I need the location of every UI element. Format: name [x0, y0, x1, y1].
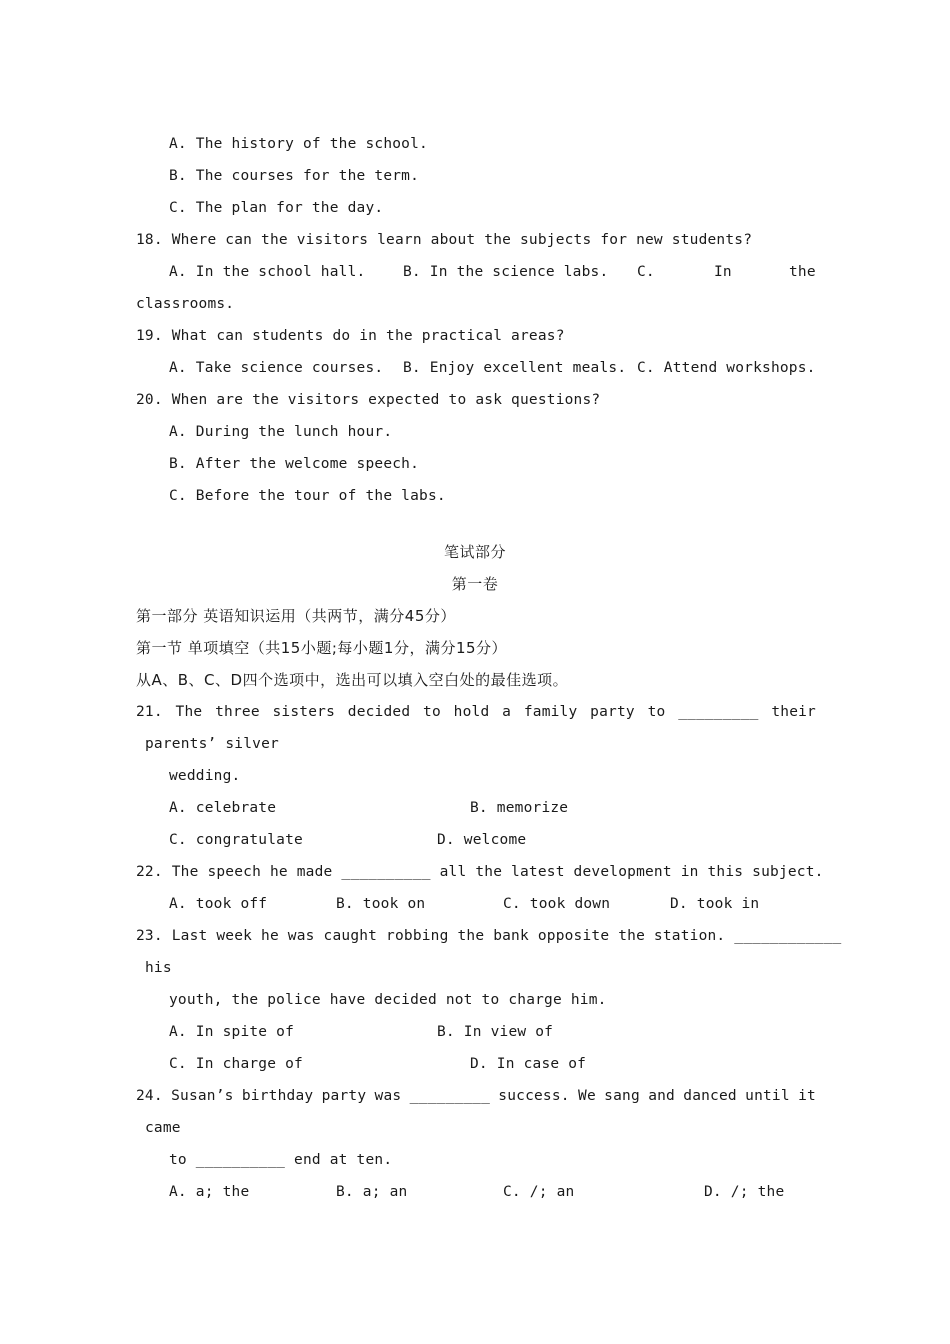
q18-option-c-continued: classrooms.: [136, 296, 235, 312]
word: 24.: [136, 1088, 163, 1104]
q19-stem: 19. What can students do in the practical areas?: [136, 328, 565, 344]
answer-blank: _________: [409, 1088, 490, 1104]
q22-option-d: D. took in: [670, 896, 760, 912]
q21-option-d: D. welcome: [437, 832, 527, 848]
q23-option-c: C. In charge of: [169, 1056, 303, 1072]
q18-stem: 18. Where can the visitors learn about the subjects for new students?: [136, 232, 753, 248]
q21-option-a: A. celebrate: [169, 800, 277, 816]
word: decided: [347, 704, 411, 720]
answer-blank: _________: [678, 704, 759, 720]
q24-option-b: B. a; an: [336, 1184, 408, 1200]
word: 21.: [136, 704, 163, 720]
word: The: [175, 704, 203, 720]
q21-stem-line3: wedding.: [169, 768, 241, 784]
q23-stem-line2: his: [145, 960, 172, 976]
q22-option-b: B. took on: [336, 896, 426, 912]
word: it: [798, 1088, 816, 1104]
word: and: [648, 1088, 675, 1104]
instruction-text: 从A、B、C、D四个选项中，选出可以填入空白处的最佳选项。: [136, 671, 569, 689]
word: family: [523, 704, 578, 720]
q18-option-c-word1: In: [714, 264, 732, 280]
part1-heading: 第一部分 英语知识运用（共两节，满分45分）: [136, 607, 456, 625]
q19-option-a: A. Take science courses.: [169, 360, 384, 376]
q17-option-c: C. The plan for the day.: [169, 200, 384, 216]
written-section-heading: 笔试部分: [443, 543, 506, 561]
word: their: [771, 704, 816, 720]
q22-option-c: C. took down: [503, 896, 611, 912]
word: birthday: [241, 1088, 314, 1104]
word: We: [578, 1088, 596, 1104]
q24-option-c: C. /; an: [503, 1184, 575, 1200]
word: party: [321, 1088, 367, 1104]
q23-option-b: B. In view of: [437, 1024, 554, 1040]
q22-option-a: A. took off: [169, 896, 268, 912]
word: was: [374, 1088, 402, 1104]
word: until: [745, 1088, 790, 1104]
q23-option-a: A. In spite of: [169, 1024, 295, 1040]
word: success.: [498, 1088, 570, 1104]
word: to: [423, 704, 441, 720]
q20-option-c: C. Before the tour of the labs.: [169, 488, 446, 504]
q21-stem-line2: parents’ silver: [145, 736, 279, 752]
q22-stem: 22. The speech he made __________ all the latest development in this subject.: [136, 864, 824, 880]
q21-stem-line1: [136, 702, 816, 722]
q17-option-b: B. The courses for the term.: [169, 168, 420, 184]
q19-option-b: B. Enjoy excellent meals.: [403, 360, 627, 376]
word: sisters: [272, 704, 336, 720]
q20-option-b: B. After the welcome speech.: [169, 456, 420, 472]
q21-option-b: B. memorize: [470, 800, 569, 816]
q17-option-a: A. The history of the school.: [169, 136, 428, 152]
volume-heading: 第一卷: [451, 575, 499, 593]
q18-option-b: B. In the science labs.: [403, 264, 609, 280]
q23-stem: 23. Last week he was caught robbing the bank opposite the station. ____________: [136, 928, 842, 944]
q23-option-d: D. In case of: [470, 1056, 587, 1072]
q20-stem: 20. When are the visitors expected to ask questions?: [136, 392, 601, 408]
word: hold: [453, 704, 490, 720]
word: party: [590, 704, 635, 720]
q24-stem-line3: to __________ end at ten.: [169, 1152, 393, 1168]
word: three: [215, 704, 260, 720]
word: Susan’s: [171, 1088, 234, 1104]
q23-stem-line3: youth, the police have decided not to charge him.: [169, 992, 607, 1008]
q18-option-c-letter: C.: [637, 264, 655, 280]
q18-option-c-word2: the: [789, 264, 816, 280]
q20-option-a: A. During the lunch hour.: [169, 424, 393, 440]
word: sang: [604, 1088, 640, 1104]
word: to: [647, 704, 666, 720]
q21-option-c: C. congratulate: [169, 832, 303, 848]
word: a: [502, 704, 512, 720]
q24-stem-line2: came: [145, 1120, 181, 1136]
q18-option-a: A. In the school hall.: [169, 264, 366, 280]
word: danced: [683, 1088, 737, 1104]
q19-option-c: C. Attend workshops.: [637, 360, 816, 376]
q24-option-d: D. /; the: [704, 1184, 785, 1200]
q24-option-a: A. a; the: [169, 1184, 250, 1200]
q24-stem-line1: [136, 1086, 816, 1106]
section1-heading: 第一节 单项填空（共15小题;每小题1分，满分15分）: [136, 639, 508, 657]
